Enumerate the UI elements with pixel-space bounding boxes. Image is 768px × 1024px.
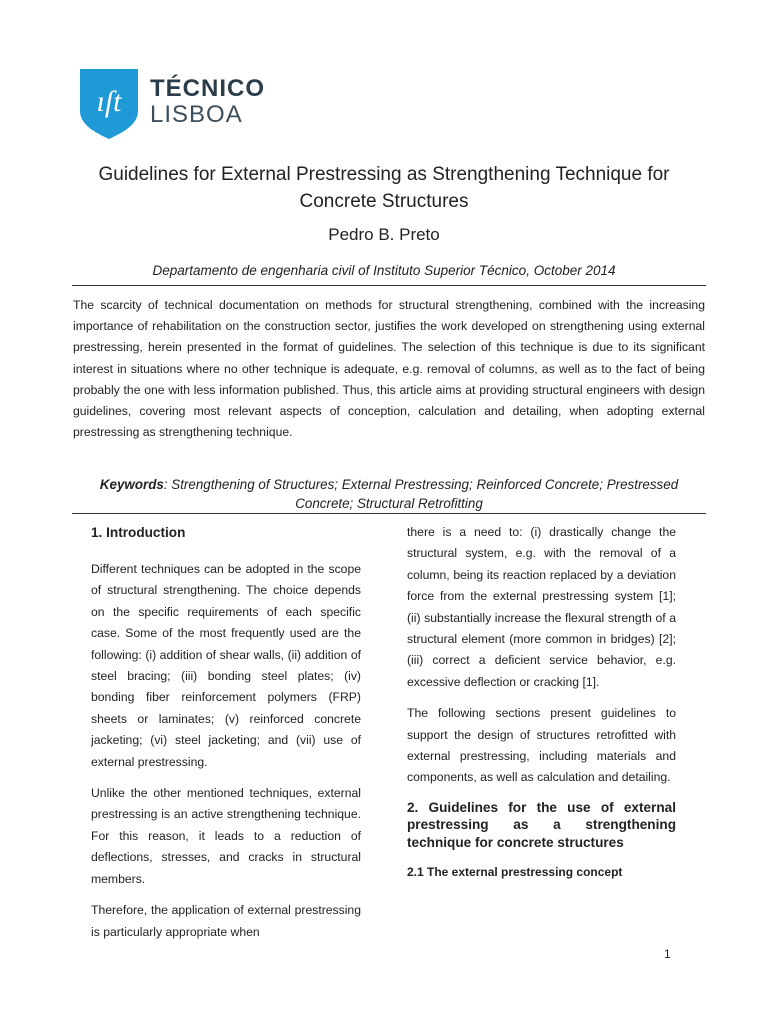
paragraph: there is a need to: (i) drastically change the structural system, e.g. with the removal of a column, being its reaction replaced by a deviation force from the external prestressing system [1]; (ii) substantially increase the flexural strength of a structural element (more common in bridges) [2]; (iii) correct a deficient service behavior, e.g. excessive deflection or cracking [1]. <box>407 525 676 689</box>
ist-shield-icon <box>80 69 138 139</box>
right-column <box>407 522 676 882</box>
section-heading-guidelines: 2. Guidelines for the use of external prestressing as a strengthening technique for concrete structures <box>407 799 676 851</box>
section-heading-introduction: 1. Introduction <box>91 525 186 540</box>
divider <box>72 285 706 286</box>
paragraph: Unlike the other mentioned techniques, external prestressing is an active strengthening technique. For this reason, it leads to a reduction of deflections, stresses, and cracks in structural members. <box>91 786 361 886</box>
page-number: 1 <box>664 947 671 961</box>
paper-title: Guidelines for External Prestressing as Strengthening Technique for Concrete Structures <box>98 164 670 212</box>
keywords-text: : Strengthening of Structures; External Prestressing; Reinforced Concrete; Prestressed Concrete; Structural Retrofitting <box>163 477 679 511</box>
divider <box>72 513 706 514</box>
abstract: The scarcity of technical documentation on methods for structural strengthening, combined with the increasing importance of rehabilitation on the construction sector, justifies the work developed on strengthening using external prestressing, herein presented in the format of guidelines. The selection of this technique is due to its significant interest in situations where no other technique is adequate, e.g. removal of columns, as well as to the fact of being probably the one with less information published. Thus, this article aims at providing structural engineers with design guidelines, covering most relevant aspects of conception, calculation and detailing, when adopting external prestressing as strengthening technique. <box>73 298 705 440</box>
keywords-label: Keywords <box>99 477 164 492</box>
logo-line-2: LISBOA <box>150 101 243 128</box>
author-name: Pedro B. Preto <box>328 225 440 244</box>
affiliation: Departamento de engenharia civil of Instituto Superior Técnico, October 2014 <box>152 263 616 278</box>
paragraph: Therefore, the application of external prestressing is particularly appropriate when <box>91 903 361 939</box>
tecnico-lisboa-logo <box>80 69 265 141</box>
svg-text:ıſt: ıſt <box>96 85 122 118</box>
keywords <box>73 475 705 513</box>
subsection-heading: 2.1 The external prestressing concept <box>407 864 623 879</box>
paragraph: Different techniques can be adopted in the scope of structural strengthening. The choice depends on the specific requirements of each specific case. Some of the most frequently used are the following: (i) addition of shear walls, (ii) addition of steel bracing; (iii) bonding steel plates; (iv) bonding fiber reinforcement polymers (FRP) sheets or laminates; (v) reinforced concrete jacketing; (vi) steel jacketing; and (vii) use of external prestressing. <box>91 562 361 769</box>
logo-line-1: TÉCNICO <box>150 75 265 102</box>
left-column <box>91 522 361 953</box>
paragraph: The following sections present guidelines to support the design of structures retrofitted with external prestressing, including materials and components, as well as calculation and detailing. <box>407 706 676 785</box>
